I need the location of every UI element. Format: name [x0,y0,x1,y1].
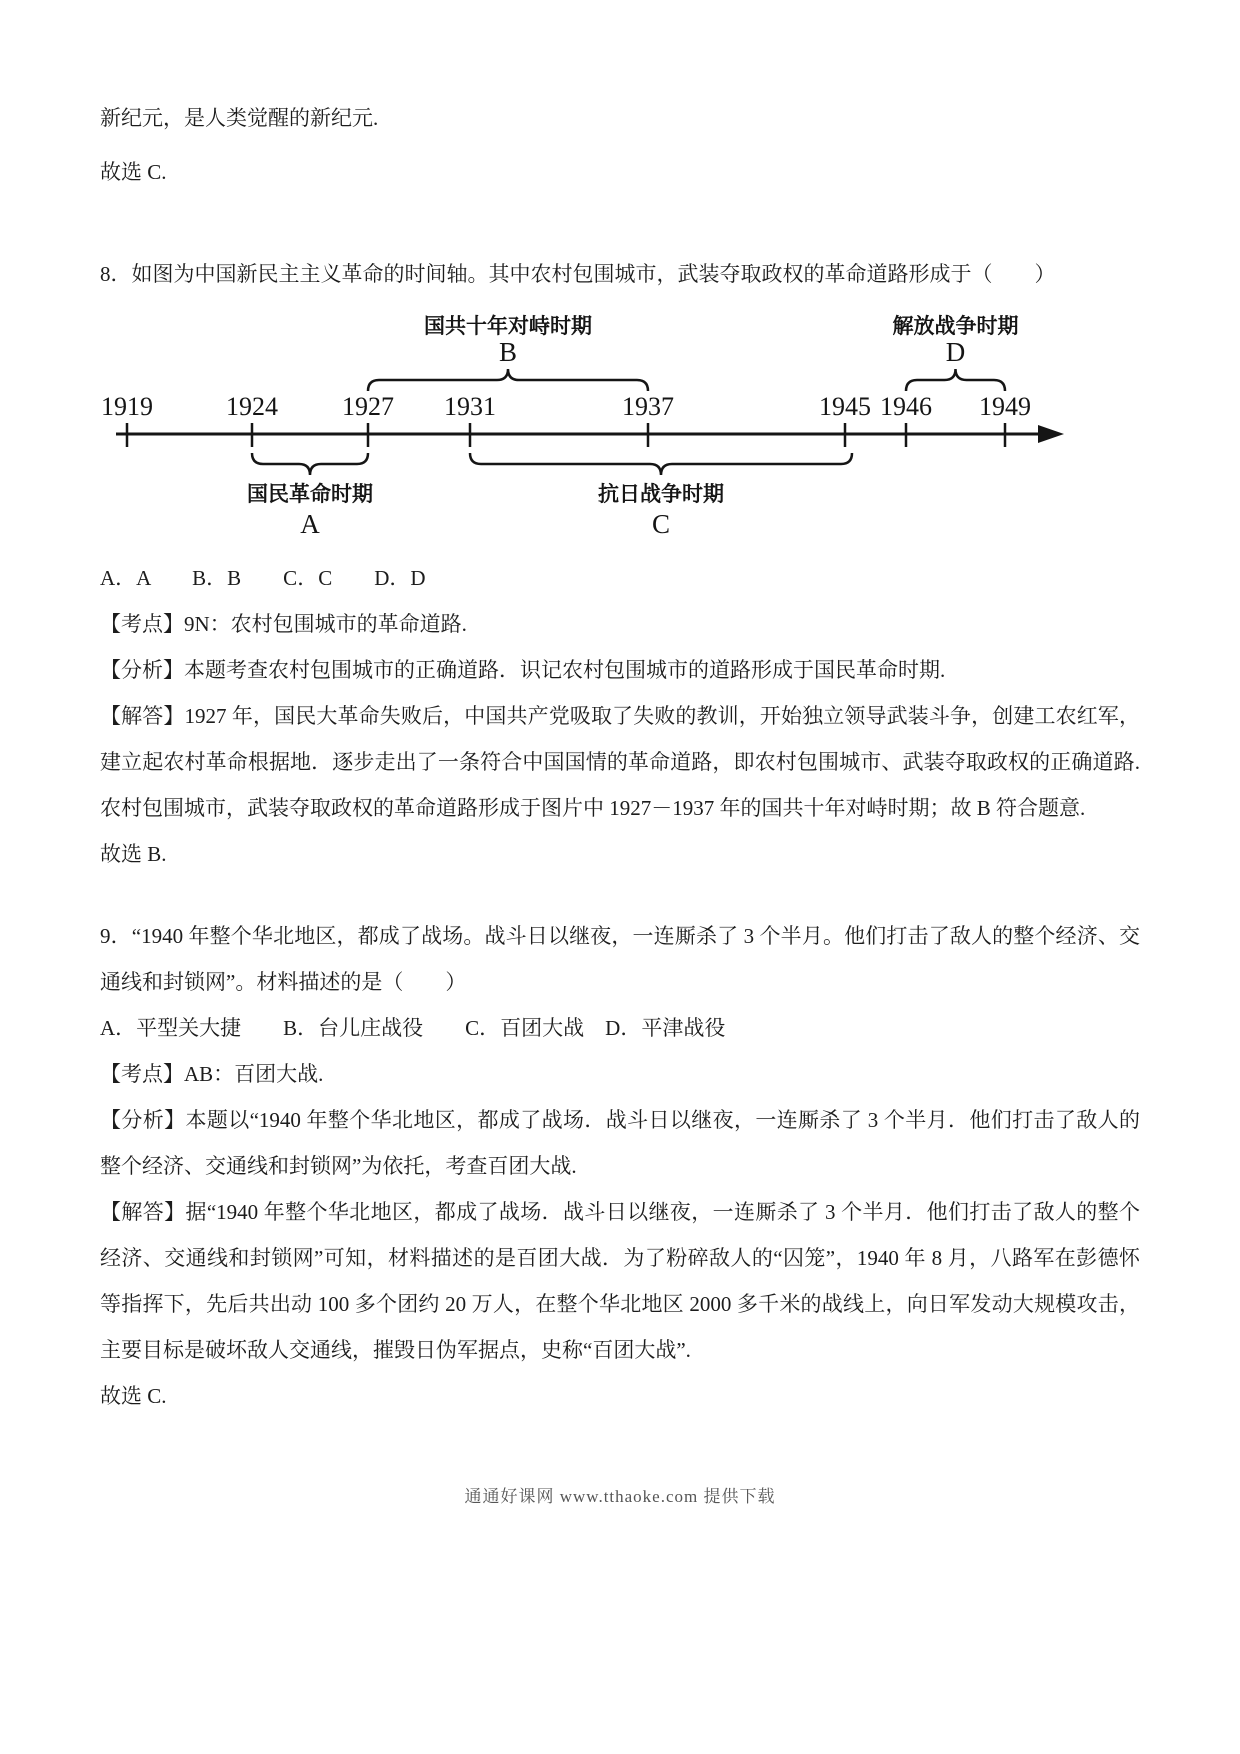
timeline-year-label: 1919 [101,392,153,421]
q8-stem: 8．如图为中国新民主主义革命的时间轴。其中农村包围城市，武装夺取政权的革命道路形成于（ ） [100,262,1056,286]
q8-timeline-figure [100,303,1140,543]
timeline-brace [252,453,368,475]
timeline-year-label: 1937 [622,392,674,421]
q9-answer: 故选 C. [100,1384,167,1408]
q8-fenxi: 【分析】本题考查农村包围城市的正确道路．识记农村包围城市的道路形成于国民革命时期. [100,658,946,682]
timeline-brace [470,453,852,475]
timeline-arrowhead-icon [1038,425,1064,443]
q9-jieda: 【解答】据“1940 年整个华北地区，都成了战场．战斗日以继夜，一连厮杀了 3 个半月．他们打击了敌人的整个经济、交通线和封锁网”可知，材料描述的是百团大战．为了粉碎敌人的“囚笼”，1940 年 8 月，八路军在彭德怀等指挥下，先后共出动 100 多个团约 20 万人，在整个华北地区 2000 多千米的战线上，向日军发动大规模攻击，主要目标是破坏敌人交通线，摧毁日伪军据点，史称“百团大战”. [100,1200,1140,1362]
timeline-period-label: 国民革命时期 [247,482,373,506]
timeline-brace [906,369,1005,391]
timeline-year-label: 1924 [226,392,278,421]
prev-answer-tail: 新纪元，是人类觉醒的新纪元. [100,106,379,130]
q9-fenxi: 【分析】本题以“1940 年整个华北地区，都成了战场．战斗日以继夜，一连厮杀了 3 个半月．他们打击了敌人的整个经济、交通线和封锁网”为依托，考查百团大战. [100,1108,1140,1178]
timeline-letter-label: D [945,337,966,367]
q9-options: A．平型关大捷 B．台儿庄战役 C．百团大战 D．平津战役 [100,1016,726,1040]
timeline-letter-label: B [498,337,518,367]
timeline-year-label: 1946 [880,392,932,421]
timeline-svg [100,303,1140,543]
timeline-period-label: 抗日战争时期 [598,482,724,506]
q8-kaodian: 【考点】9N：农村包围城市的革命道路. [100,612,467,636]
timeline-year-label: 1949 [979,392,1031,421]
timeline-letter-label: A [300,509,320,539]
timeline-year-label: 1945 [819,392,871,421]
timeline-year-label: 1931 [444,392,496,421]
q8-options: A．A B．B C．C D．D [100,566,426,590]
prev-answer-line: 故选 C. [100,160,167,184]
q8-answer: 故选 B. [100,842,167,866]
timeline-period-label: 解放战争时期 [892,314,1019,338]
timeline-brace [368,369,648,391]
q9-kaodian: 【考点】AB：百团大战. [100,1062,324,1086]
q8-jieda: 【解答】1927 年，国民大革命失败后，中国共产党吸取了失败的教训，开始独立领导武装斗争，创建工农红军，建立起农村革命根据地．逐步走出了一条符合中国国情的革命道路，即农村包围城市、武装夺取政权的正确道路.农村包围城市，武装夺取政权的革命道路形成于图片中 1927－1937 年的国共十年对峙时期；故 B 符合题意. [100,704,1140,820]
page-footer: 通通好课网 www.tthaoke.com 提供下载 [464,1487,776,1506]
timeline-year-label: 1927 [342,392,394,421]
q9-stem: 9．“1940 年整个华北地区，都成了战场。战斗日以继夜，一连厮杀了 3 个半月。他们打击了敌人的整个经济、交通线和封锁网”。材料描述的是（ ） [100,924,1140,994]
timeline-period-label: 国共十年对峙时期 [424,314,592,338]
timeline-letter-label: C [651,509,671,539]
